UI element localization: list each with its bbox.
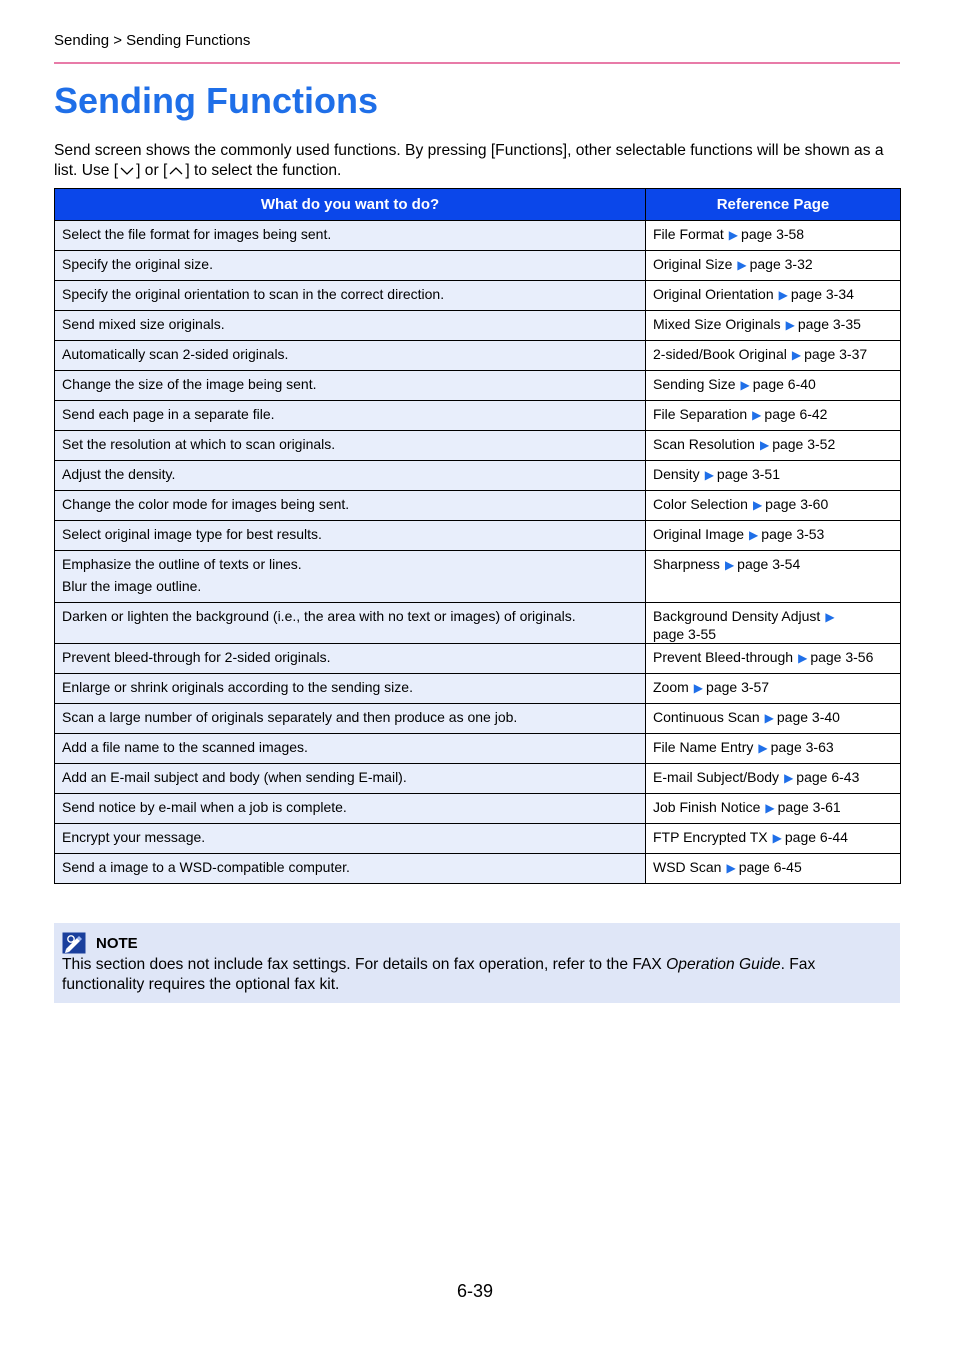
task-text: Change the size of the image being sent. <box>62 376 317 392</box>
reference-name[interactable]: Sending Size <box>653 376 736 392</box>
reference-cell <box>646 854 901 884</box>
task-text: Add a file name to the scanned images. <box>62 739 308 755</box>
chevron-down-icon <box>120 166 134 176</box>
task-text: Encrypt your message. <box>62 829 206 845</box>
reference-cell <box>646 603 901 644</box>
reference-cell <box>646 521 901 551</box>
task-cell <box>55 251 646 281</box>
table-row <box>55 854 901 884</box>
task-cell <box>55 824 646 854</box>
arrow-right-icon: ▶ <box>764 711 774 725</box>
table-row <box>55 734 901 764</box>
reference-name[interactable]: Original Orientation <box>653 286 774 302</box>
note-text <box>62 955 900 995</box>
task-cell <box>55 854 646 884</box>
task-text: Specify the original size. <box>62 256 213 272</box>
reference-cell <box>646 704 901 734</box>
reference-name[interactable]: Original Image <box>653 526 745 542</box>
reference-page[interactable]: page 3-52 <box>772 436 836 452</box>
table-row <box>55 824 901 854</box>
intro-text-3: ] to select the function. <box>185 162 342 179</box>
reference-name[interactable]: 2-sided/Book Original <box>653 346 787 362</box>
arrow-right-icon: ▶ <box>825 610 835 624</box>
table-row <box>55 603 901 644</box>
reference-page[interactable]: page 6-45 <box>738 859 802 875</box>
table-row <box>55 551 901 603</box>
task-cell <box>55 371 646 401</box>
task-text: Emphasize the outline of texts or lines. <box>62 556 302 572</box>
arrow-right-icon: ▶ <box>798 651 808 665</box>
reference-name[interactable]: Original Size <box>653 256 733 272</box>
arrow-right-icon: ▶ <box>737 258 747 272</box>
arrow-right-icon: ▶ <box>784 771 794 785</box>
reference-page[interactable]: page 3-40 <box>776 709 840 725</box>
reference-name[interactable]: File Separation <box>653 406 748 422</box>
task-text: Blur the image outline. <box>62 578 202 594</box>
reference-name[interactable]: Prevent Bleed-through <box>653 649 794 665</box>
task-cell <box>55 401 646 431</box>
task-text: Specify the original orientation to scan in the correct direction. <box>62 286 445 302</box>
reference-cell <box>646 341 901 371</box>
task-text: Scan a large number of originals separately and then produce as one job. <box>62 709 518 725</box>
arrow-right-icon: ▶ <box>728 228 739 242</box>
reference-page[interactable]: page 3-34 <box>790 286 854 302</box>
reference-cell <box>646 401 901 431</box>
reference-page[interactable]: page 3-54 <box>737 556 801 572</box>
task-text: Enlarge or shrink originals according to the sending size. <box>62 679 413 695</box>
reference-page[interactable]: page 3-53 <box>761 526 825 542</box>
task-text: Set the resolution at which to scan originals. <box>62 436 336 452</box>
task-cell <box>55 521 646 551</box>
column-header-reference: Reference Page <box>646 189 901 221</box>
reference-page[interactable]: page 3-60 <box>765 496 829 512</box>
reference-page[interactable]: page 3-57 <box>706 679 770 695</box>
task-cell <box>55 674 646 704</box>
task-cell <box>55 461 646 491</box>
table-row <box>55 521 901 551</box>
arrow-right-icon: ▶ <box>704 468 714 482</box>
reference-name[interactable]: Zoom <box>653 679 689 695</box>
task-text: Send mixed size originals. <box>62 316 225 332</box>
intro-text-1: Send screen shows the commonly used functions. By pressing [Functions], other selectable functions will be shown as a list. Use [ <box>54 142 884 179</box>
note-header <box>62 931 900 955</box>
table-row <box>55 281 901 311</box>
note-text-1: This section does not include fax settings. For details on fax operation, refer to the FAX <box>62 956 667 973</box>
reference-page[interactable]: page 3-58 <box>741 226 805 242</box>
table-row <box>55 674 901 704</box>
arrow-right-icon: ▶ <box>752 408 762 422</box>
note-box <box>54 923 900 1003</box>
note-text-guide: Operation Guide <box>666 956 781 973</box>
reference-page[interactable]: page 3-51 <box>716 466 780 482</box>
table-row <box>55 251 901 281</box>
reference-name[interactable]: Background Density Adjust <box>653 608 821 624</box>
reference-page[interactable]: page 6-42 <box>764 406 828 422</box>
reference-name[interactable]: Continuous Scan <box>653 709 760 725</box>
reference-cell <box>646 491 901 521</box>
chevron-up-icon <box>169 166 183 176</box>
task-text: Send each page in a separate file. <box>62 406 275 422</box>
arrow-right-icon: ▶ <box>693 681 704 695</box>
reference-name[interactable]: File Name Entry <box>653 739 754 755</box>
table-row <box>55 401 901 431</box>
arrow-right-icon: ▶ <box>749 528 759 542</box>
note-text-2: . Fax functionality requires the optional fax kit. <box>62 956 816 993</box>
table-header-row <box>55 189 901 221</box>
table-row <box>55 461 901 491</box>
arrow-right-icon: ▶ <box>785 318 795 332</box>
reference-page[interactable]: page 6-43 <box>796 769 860 785</box>
task-text: Darken or lighten the background (i.e., the area with no text or images) of originals. <box>62 608 576 624</box>
intro-text-2: ] or [ <box>136 162 168 179</box>
reference-name[interactable]: Mixed Size Originals <box>653 316 781 332</box>
table-row <box>55 704 901 734</box>
task-text: Add an E-mail subject and body (when sending E-mail). <box>62 769 407 785</box>
page-number: 6-39 <box>457 1281 494 1301</box>
arrow-right-icon: ▶ <box>772 831 782 845</box>
table-body <box>55 221 901 884</box>
reference-cell <box>646 371 901 401</box>
arrow-right-icon: ▶ <box>778 288 788 302</box>
page-title: Sending Functions <box>54 80 378 121</box>
task-cell <box>55 794 646 824</box>
breadcrumb: Sending > Sending Functions <box>54 32 251 49</box>
task-text: Prevent bleed-through for 2-sided originals. <box>62 649 331 665</box>
reference-cell <box>646 281 901 311</box>
reference-cell <box>646 221 901 251</box>
arrow-right-icon: ▶ <box>791 348 802 362</box>
reference-page[interactable]: page 3-35 <box>797 316 861 332</box>
task-cell <box>55 764 646 794</box>
task-text: Select original image type for best results. <box>62 526 322 542</box>
reference-cell <box>646 551 901 603</box>
table-row <box>55 644 901 674</box>
task-cell <box>55 221 646 251</box>
table-row <box>55 221 901 251</box>
reference-page[interactable]: page 3-63 <box>770 739 834 755</box>
task-text: Automatically scan 2-sided originals. <box>62 346 289 362</box>
arrow-right-icon: ▶ <box>758 741 768 755</box>
task-cell <box>55 734 646 764</box>
arrow-right-icon: ▶ <box>759 438 770 452</box>
reference-name[interactable]: Scan Resolution <box>653 436 755 452</box>
reference-name[interactable]: Job Finish Notice <box>653 799 761 815</box>
reference-name[interactable]: E-mail Subject/Body <box>653 769 780 785</box>
reference-page[interactable]: page 3-56 <box>810 649 874 665</box>
task-text: Select the file format for images being sent. <box>62 226 332 242</box>
note-icon <box>62 932 86 954</box>
note-label: NOTE <box>96 934 138 952</box>
reference-page[interactable]: page 3-61 <box>777 799 841 815</box>
reference-cell <box>646 644 901 674</box>
arrow-right-icon: ▶ <box>752 498 763 512</box>
reference-page[interactable]: page 3-37 <box>804 346 868 362</box>
task-text: Send notice by e-mail when a job is complete. <box>62 799 347 815</box>
reference-name[interactable]: Sharpness <box>653 556 720 572</box>
table-row <box>55 491 901 521</box>
arrow-right-icon: ▶ <box>765 801 775 815</box>
reference-cell <box>646 461 901 491</box>
task-cell <box>55 311 646 341</box>
intro-paragraph <box>54 141 900 181</box>
reference-page[interactable]: page 6-44 <box>784 829 848 845</box>
reference-cell <box>646 311 901 341</box>
reference-cell <box>646 824 901 854</box>
table-row <box>55 764 901 794</box>
task-cell <box>55 644 646 674</box>
reference-name[interactable]: File Format <box>653 226 724 242</box>
task-text: Send a image to a WSD-compatible computer. <box>62 859 350 875</box>
task-cell <box>55 603 646 644</box>
task-cell <box>55 704 646 734</box>
column-header-what: What do you want to do? <box>55 189 646 221</box>
reference-cell <box>646 734 901 764</box>
task-cell <box>55 491 646 521</box>
table-row <box>55 311 901 341</box>
arrow-right-icon: ▶ <box>724 558 735 572</box>
function-reference-table <box>54 188 901 884</box>
reference-name[interactable]: Density <box>653 466 700 482</box>
arrow-right-icon: ▶ <box>740 378 750 392</box>
task-cell <box>55 431 646 461</box>
reference-name[interactable]: WSD Scan <box>653 859 722 875</box>
task-text: Adjust the density. <box>62 466 176 482</box>
reference-page[interactable]: page 3-32 <box>749 256 813 272</box>
reference-cell <box>646 764 901 794</box>
task-text: Change the color mode for images being sent. <box>62 496 350 512</box>
task-cell <box>55 341 646 371</box>
reference-page[interactable]: page 6-40 <box>752 376 816 392</box>
reference-cell <box>646 251 901 281</box>
task-cell <box>55 281 646 311</box>
table-row <box>55 341 901 371</box>
reference-name[interactable]: FTP Encrypted TX <box>653 829 768 845</box>
table-row <box>55 794 901 824</box>
reference-name[interactable]: Color Selection <box>653 496 748 512</box>
table-row <box>55 431 901 461</box>
reference-cell <box>646 794 901 824</box>
task-cell <box>55 551 646 603</box>
reference-cell <box>646 674 901 704</box>
arrow-right-icon: ▶ <box>726 861 736 875</box>
reference-cell <box>646 431 901 461</box>
header-rule <box>54 62 900 64</box>
table-row <box>55 371 901 401</box>
reference-page[interactable]: page 3-55 <box>653 626 717 642</box>
